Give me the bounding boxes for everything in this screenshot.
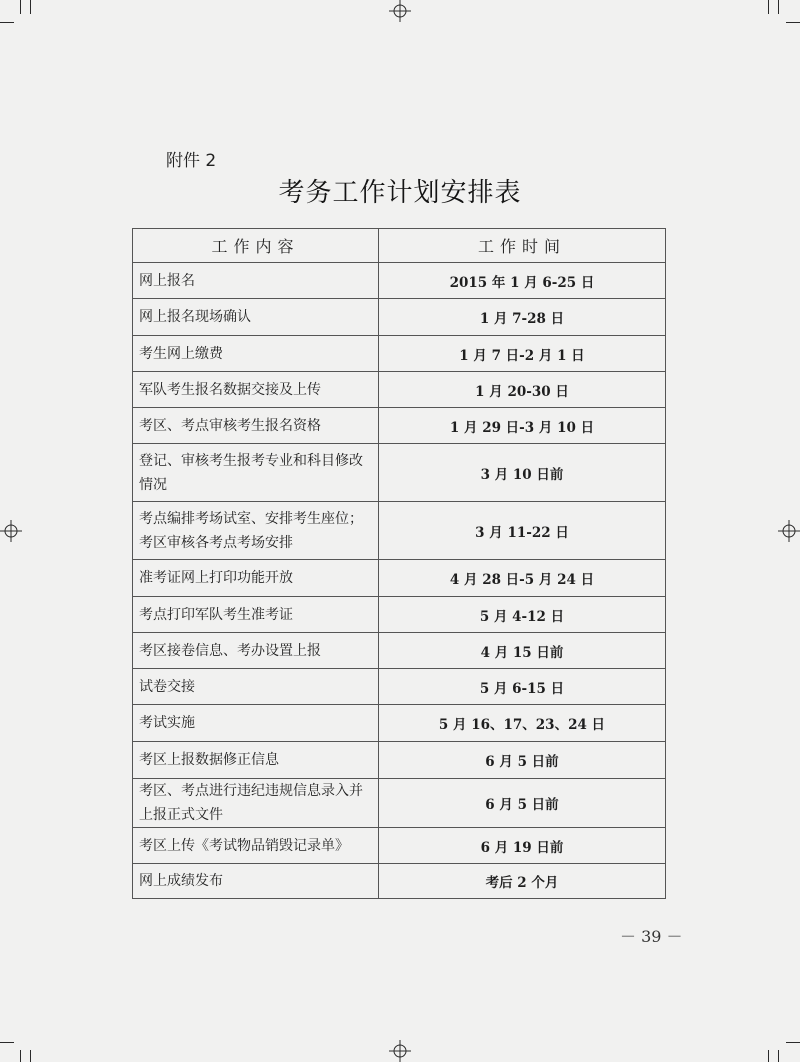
crop-mark <box>30 0 31 14</box>
attachment-label: 附件 2 <box>166 151 217 171</box>
column-header-time: 工作时间 <box>379 229 666 263</box>
table-row <box>133 502 666 560</box>
task-cell: 考区接卷信息、考办设置上报 <box>133 633 379 669</box>
table-row <box>133 560 666 597</box>
crop-mark <box>768 0 769 14</box>
crop-mark <box>786 1042 800 1043</box>
registration-mark-icon <box>389 1040 411 1062</box>
table-row <box>133 864 666 899</box>
task-cell: 网上报名 <box>133 263 379 299</box>
table-row <box>133 742 666 779</box>
table-row <box>133 408 666 444</box>
task-cell: 考生网上缴费 <box>133 336 379 372</box>
table-row <box>133 444 666 502</box>
task-cell: 考点编排考场试室、安排考生座位；考区审核各考点考场安排 <box>133 502 379 560</box>
table-row <box>133 779 666 828</box>
task-cell: 考区、考点审核考生报名资格 <box>133 408 379 444</box>
time-cell: 5 月 6-15 日 <box>379 669 666 705</box>
time-cell: 1 月 29 日-3 月 10 日 <box>379 408 666 444</box>
crop-mark <box>778 0 779 14</box>
table-row <box>133 633 666 669</box>
time-cell: 3 月 10 日前 <box>379 444 666 502</box>
table-row <box>133 299 666 336</box>
page-number: － 39 － <box>620 927 683 946</box>
time-cell: 1 月 20-30 日 <box>379 372 666 408</box>
column-header-content: 工作内容 <box>133 229 379 263</box>
time-cell: 5 月 16、17、23、24 日 <box>379 705 666 742</box>
time-cell: 2015 年 1 月 6-25 日 <box>379 263 666 299</box>
time-cell: 6 月 5 日前 <box>379 742 666 779</box>
schedule-table <box>132 228 666 899</box>
crop-mark <box>30 1050 31 1062</box>
task-cell: 考试实施 <box>133 705 379 742</box>
crop-mark <box>778 1050 779 1062</box>
crop-mark <box>768 1050 769 1062</box>
task-cell: 网上成绩发布 <box>133 864 379 899</box>
time-cell: 6 月 19 日前 <box>379 828 666 864</box>
task-cell: 考区上传《考试物品销毁记录单》 <box>133 828 379 864</box>
task-cell: 网上报名现场确认 <box>133 299 379 336</box>
task-cell: 考点打印军队考生准考证 <box>133 597 379 633</box>
registration-mark-icon <box>0 520 22 542</box>
table-row <box>133 828 666 864</box>
task-cell: 准考证网上打印功能开放 <box>133 560 379 597</box>
crop-mark <box>0 22 14 23</box>
time-cell: 3 月 11-22 日 <box>379 502 666 560</box>
time-cell: 1 月 7-28 日 <box>379 299 666 336</box>
time-cell: 1 月 7 日-2 月 1 日 <box>379 336 666 372</box>
registration-mark-icon <box>778 520 800 542</box>
crop-mark <box>0 1042 14 1043</box>
page-title: 考务工作计划安排表 <box>278 178 522 208</box>
task-cell: 登记、审核考生报考专业和科目修改情况 <box>133 444 379 502</box>
crop-mark <box>20 0 21 14</box>
time-cell: 5 月 4-12 日 <box>379 597 666 633</box>
time-cell: 4 月 28 日-5 月 24 日 <box>379 560 666 597</box>
time-cell: 考后 2 个月 <box>379 864 666 899</box>
task-cell: 试卷交接 <box>133 669 379 705</box>
task-cell: 考区、考点进行违纪违规信息录入并上报正式文件 <box>133 779 379 828</box>
task-cell: 考区上报数据修正信息 <box>133 742 379 779</box>
crop-mark <box>786 22 800 23</box>
table-row <box>133 705 666 742</box>
table-row <box>133 336 666 372</box>
crop-mark <box>20 1050 21 1062</box>
table-row <box>133 372 666 408</box>
table-row <box>133 669 666 705</box>
time-cell: 6 月 5 日前 <box>379 779 666 828</box>
table-row <box>133 597 666 633</box>
table-row <box>133 263 666 299</box>
task-cell: 军队考生报名数据交接及上传 <box>133 372 379 408</box>
registration-mark-icon <box>389 0 411 22</box>
time-cell: 4 月 15 日前 <box>379 633 666 669</box>
table-header-row <box>133 229 666 263</box>
